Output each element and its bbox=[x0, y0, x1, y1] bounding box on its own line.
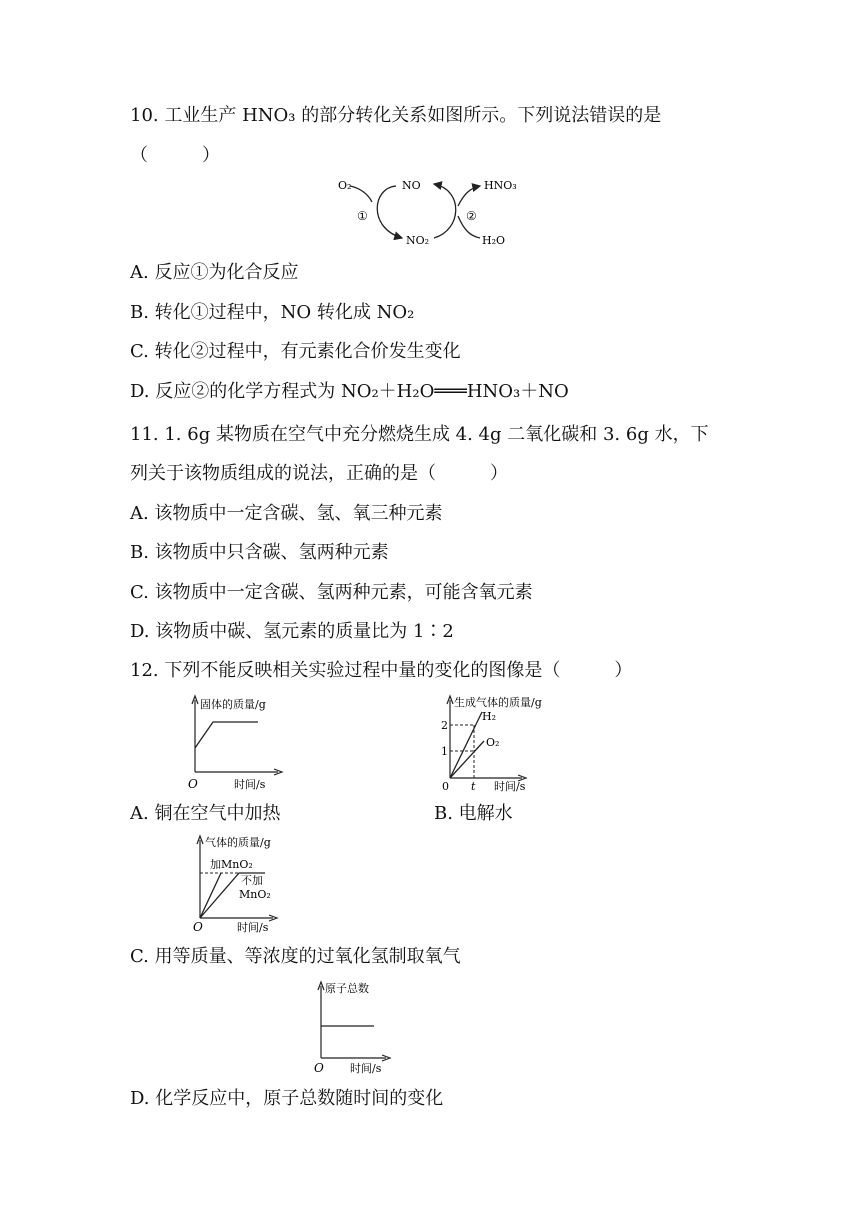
graph-c-origin: O bbox=[193, 920, 203, 934]
graph-c-ylabel: 气体的质量/g bbox=[205, 836, 271, 849]
graph-b-xlabel: 时间/s bbox=[494, 780, 526, 793]
graph-d-origin: O bbox=[314, 1061, 324, 1075]
graph-c-without-label-1: 不加 bbox=[241, 874, 263, 887]
q10-paren: （ ） bbox=[130, 145, 220, 166]
graph-a-origin: O bbox=[188, 777, 198, 791]
diagram-arrow-o2 bbox=[350, 186, 372, 202]
graph-a-caption: A. 铜在空气中加热 bbox=[130, 803, 281, 824]
diagram-h2o-label: H₂O bbox=[482, 234, 506, 247]
diagram-arrow-no2-to-no bbox=[434, 184, 456, 238]
q11-option-c: C. 该物质中一定含碳、氢两种元素，可能含氧元素 bbox=[130, 582, 533, 603]
graph-b-caption: B. 电解水 bbox=[434, 803, 513, 824]
q11-option-d: D. 该物质中碳、氢元素的质量比为 1∶2 bbox=[130, 621, 454, 642]
graph-d-ylabel: 原子总数 bbox=[325, 982, 369, 995]
graph-a bbox=[180, 692, 290, 792]
graph-b-ylabel: 生成气体的质量/g bbox=[454, 696, 542, 709]
graph-b-h2-label: H₂ bbox=[482, 710, 497, 723]
q11-option-b: B. 该物质中只含碳、氢两种元素 bbox=[130, 542, 389, 563]
q10-option-c: C. 转化②过程中，有元素化合价发生变化 bbox=[130, 341, 461, 362]
diagram-no2-label: NO₂ bbox=[406, 234, 430, 247]
graph-b-tick-t: t bbox=[471, 780, 476, 793]
diagram-step2-label: ② bbox=[466, 209, 477, 223]
diagram-no-label: NO bbox=[402, 179, 421, 192]
graph-c-xlabel: 时间/s bbox=[237, 921, 269, 934]
q10-stem: 10. 工业生产 HNO₃ 的部分转化关系如图所示。下列说法错误的是 bbox=[130, 105, 662, 126]
graph-b-tick-1: 1 bbox=[441, 745, 448, 758]
graph-b-h2-line bbox=[450, 712, 482, 778]
graph-a-curve bbox=[195, 722, 258, 748]
graph-a-ylabel: 固体的质量/g bbox=[200, 698, 266, 711]
graph-b bbox=[430, 692, 570, 792]
diagram-arrow-no-to-no2 bbox=[377, 186, 402, 238]
q10-option-a: A. 反应①为化合反应 bbox=[130, 262, 299, 283]
diagram-step1-label: ① bbox=[357, 209, 368, 223]
graph-c-with-label: 加MnO₂ bbox=[210, 858, 253, 871]
q11-stem-line1: 11. 1. 6g 某物质在空气中充分燃烧生成 4. 4g 二氧化碳和 3. 6g 水，下 bbox=[130, 424, 709, 445]
q10-option-d: D. 反应②的化学方程式为 NO₂＋H₂O═══HNO₃＋NO bbox=[130, 381, 569, 402]
graph-d-caption: D. 化学反应中，原子总数随时间的变化 bbox=[130, 1088, 444, 1109]
q11-stem-line2: 列关于该物质组成的说法，正确的是（ ） bbox=[130, 463, 508, 484]
q11-option-a: A. 该物质中一定含碳、氢、氧三种元素 bbox=[130, 503, 443, 524]
graph-c-with-catalyst-line bbox=[200, 873, 221, 918]
q10-option-b: B. 转化①过程中，NO 转化成 NO₂ bbox=[130, 302, 415, 323]
graph-d-xlabel: 时间/s bbox=[350, 1062, 382, 1075]
graph-c-without-label-2: MnO₂ bbox=[239, 888, 271, 901]
diagram-o2-label: O₂ bbox=[338, 179, 352, 192]
q10-cycle-diagram bbox=[330, 172, 530, 252]
graph-a-xlabel: 时间/s bbox=[234, 778, 266, 791]
q12-stem: 12. 下列不能反映相关实验过程中量的变化的图像是（ ） bbox=[130, 660, 633, 681]
diagram-hno3-label: HNO₃ bbox=[484, 179, 517, 192]
graph-b-tick-2: 2 bbox=[441, 719, 448, 732]
graph-b-o2-line bbox=[450, 741, 484, 778]
graph-c bbox=[185, 832, 295, 934]
graph-b-o2-label: O₂ bbox=[486, 736, 500, 749]
graph-b-origin: 0 bbox=[442, 780, 449, 793]
graph-d bbox=[310, 978, 420, 1074]
diagram-arrow-hno3 bbox=[458, 186, 480, 206]
graph-c-caption: C. 用等质量、等浓度的过氧化氢制取氧气 bbox=[130, 946, 461, 967]
